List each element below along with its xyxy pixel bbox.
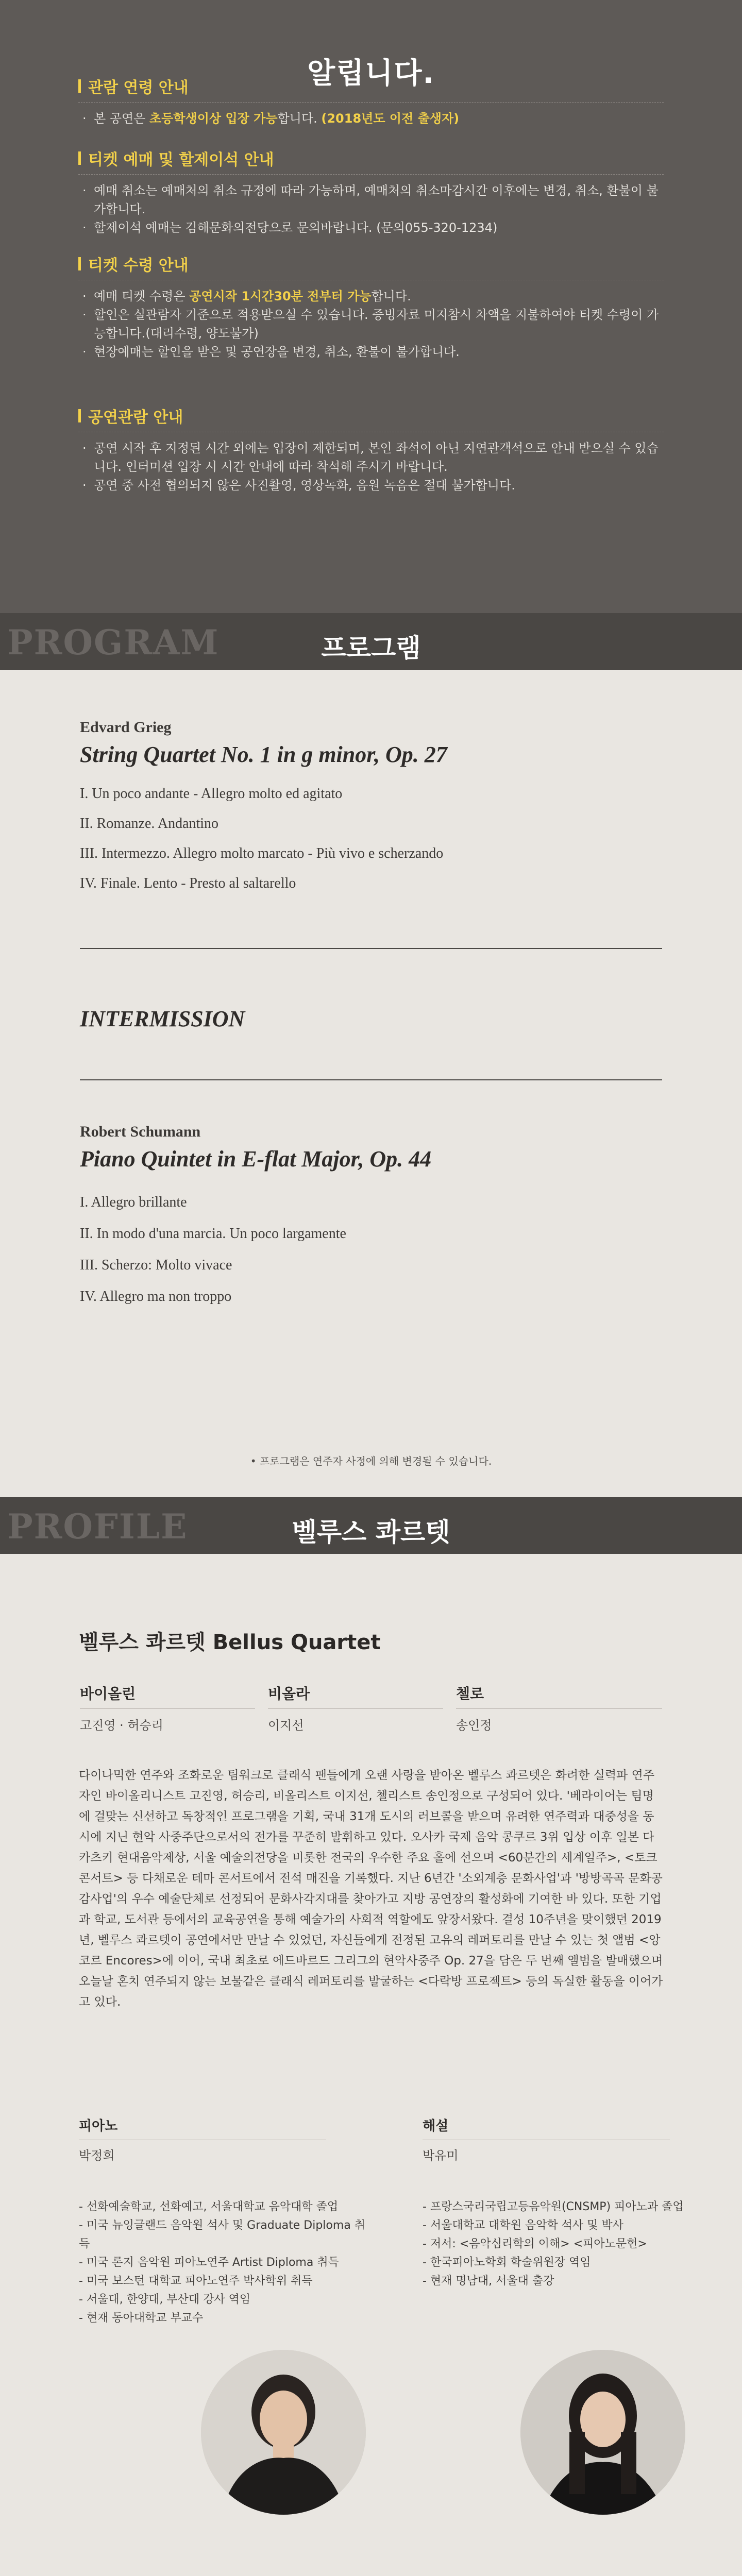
notice-block-lines xyxy=(82,439,664,495)
movement-item: I. Un poco andante - Allegro molto ed agitato xyxy=(80,786,343,802)
notice-line-text xyxy=(94,218,664,237)
notice-block-divider xyxy=(78,102,664,103)
bullet: · xyxy=(82,308,87,322)
bullet: · xyxy=(82,345,87,359)
notice-block-heading: 티켓 예매 및 할제이석 안내 xyxy=(88,151,274,169)
notice-line xyxy=(82,109,664,128)
notice-line-text xyxy=(94,181,664,218)
notice-block-heading: 티켓 수령 안내 xyxy=(88,257,189,275)
profile-band-title: 벨루스 콰르텟 xyxy=(292,1517,450,1547)
artist-name: 박정희 xyxy=(79,2148,115,2163)
notice-block-lines xyxy=(82,287,664,361)
movement-item: II. In modo d'una marcia. Un poco largamente xyxy=(80,1226,346,1242)
artist-commentator-career xyxy=(423,2198,711,2291)
piece-grieg xyxy=(80,719,662,914)
quartet-members xyxy=(80,1683,662,1744)
artist-pianist xyxy=(79,2115,326,2163)
composer-name: Robert Schumann xyxy=(80,1123,201,1140)
composer-name: Edvard Grieg xyxy=(80,719,172,736)
notice-blocks xyxy=(78,77,664,592)
notice-line-text xyxy=(94,343,664,361)
member-name: 고진영 · 허승리 xyxy=(80,1718,163,1733)
notice-block-head xyxy=(78,149,664,167)
notice-section xyxy=(0,0,742,613)
highlight-text: 초등학생이상 입장 가능 xyxy=(149,111,278,126)
notice-block-heading: 관람 연령 안내 xyxy=(88,79,189,97)
member-violin xyxy=(80,1683,255,1733)
program-divider xyxy=(80,948,662,949)
movement-item: IV. Finale. Lento - Presto al saltarello xyxy=(80,875,296,891)
program-section xyxy=(0,670,742,1497)
quartet-title: 벨루스 콰르텟 Bellus Quartet xyxy=(79,1631,381,1654)
heading-marker xyxy=(78,257,81,270)
bullet: · xyxy=(82,183,87,198)
notice-block xyxy=(78,77,664,126)
notice-block xyxy=(78,149,664,235)
career-line: - 저서: <음악심리학의 이해> <피아노문헌> xyxy=(423,2238,647,2250)
notice-line xyxy=(82,306,664,343)
movement-item: IV. Allegro ma non troppo xyxy=(80,1289,232,1304)
profile-section xyxy=(0,1554,742,2576)
movement-item: III. Intermezzo. Allegro molto marcato - Più vivo e scherzando xyxy=(80,845,444,861)
movement-item: III. Scherzo: Molto vivace xyxy=(80,1257,232,1273)
member-name: 송인정 xyxy=(456,1718,492,1733)
plain-text: 할인은 실관람자 기준으로 적용받으실 수 있습니다. 증빙자료 미지참시 차액을 지불하여야 티켓 수령이 가능합니다.(대리수령, 양도불가) xyxy=(94,308,659,341)
plain-text: 할제이석 예매는 김해문화의전당으로 문의바랍니다. (문의055-320-1234) xyxy=(94,221,498,235)
career-line: - 서울대학교 대학원 음악학 석사 및 박사 xyxy=(423,2219,623,2232)
member-cello xyxy=(456,1683,662,1733)
plain-text: 합니다. xyxy=(277,111,322,126)
program-band xyxy=(0,613,742,670)
plain-text: 현장예매는 할인을 받은 및 공연장을 변경, 취소, 환불이 불가합니다. xyxy=(94,345,460,359)
notice-block-head xyxy=(78,77,664,95)
member-divider xyxy=(456,1708,662,1709)
intermission-label: INTERMISSION xyxy=(80,1006,245,1031)
program-band-english: PROGRAM xyxy=(7,622,220,663)
artist-role: 해설 xyxy=(423,2119,449,2134)
notice-line xyxy=(82,439,664,476)
career-line: - 미국 뉴잉글랜드 음악원 석사 및 Graduate Diploma 취득 xyxy=(79,2219,366,2250)
artist-pianist-career xyxy=(79,2198,367,2328)
bullet: · xyxy=(82,221,87,235)
member-divider xyxy=(268,1708,443,1709)
commentator-photo xyxy=(520,2350,685,2515)
notice-line xyxy=(82,287,664,306)
work-title: String Quartet No. 1 in g minor, Op. 27 xyxy=(80,742,447,767)
work-title: Piano Quintet in E-flat Major, Op. 44 xyxy=(80,1146,432,1172)
plain-text: 합니다. xyxy=(371,289,411,303)
career-line: - 현재 명남대, 서울대 출강 xyxy=(423,2275,554,2287)
notice-block-lines xyxy=(82,181,664,237)
program-note: • 프로그램은 연주자 사정에 의해 변경될 수 있습니다. xyxy=(250,1455,492,1467)
plain-text: 공연 시작 후 지정된 시간 외에는 입장이 제한되며, 본인 좌석이 아닌 지연관객석으로 안내 받으실 수 있습니다. 인터미션 입장 시 시간 안내에 따라 착석해 주시기 바랍니다. xyxy=(94,441,659,474)
artist-commentator xyxy=(423,2115,670,2163)
movement-item: II. Romanze. Andantino xyxy=(80,816,219,832)
career-line: - 현재 동아대학교 부교수 xyxy=(79,2312,204,2325)
highlight-text: (2018년도 이전 출생자) xyxy=(321,111,460,126)
member-divider xyxy=(80,1708,255,1709)
heading-marker xyxy=(78,409,81,422)
member-name: 이지선 xyxy=(268,1718,304,1733)
notice-block-lines xyxy=(82,109,664,128)
profile-band-english: PROFILE xyxy=(7,1506,188,1547)
notice-line xyxy=(82,181,664,218)
notice-line-text xyxy=(94,306,664,343)
artist-name: 박유미 xyxy=(423,2148,459,2163)
notice-line xyxy=(82,476,664,495)
bullet: · xyxy=(82,441,87,455)
notice-block-head xyxy=(78,407,664,425)
notice-line-text xyxy=(94,287,664,306)
notice-title: 알립니다. xyxy=(307,57,435,90)
member-role: 바이올린 xyxy=(80,1685,136,1702)
plain-text: 공연 중 사전 협의되지 않은 사진촬영, 영상녹화, 음원 녹음은 절대 불가합니다. xyxy=(94,478,515,493)
notice-block xyxy=(78,255,664,359)
plain-text: 예매 티켓 수령은 xyxy=(94,289,190,303)
notice-block-head xyxy=(78,255,664,273)
highlight-text: 공연시작 1시간30분 전부터 가능 xyxy=(189,289,372,303)
plain-text: 본 공연은 xyxy=(94,111,149,126)
bullet: · xyxy=(82,289,87,303)
career-line: - 미국 론지 음악원 피아노연주 Artist Diploma 취득 xyxy=(79,2256,339,2269)
heading-marker xyxy=(78,151,81,165)
plain-text: 예매 취소는 예매처의 취소 규정에 따라 가능하며, 예매처의 취소마감시간 이후에는 변경, 취소, 환불이 불가합니다. xyxy=(94,183,659,216)
profile-band xyxy=(0,1497,742,1554)
notice-line xyxy=(82,218,664,237)
notice-block xyxy=(78,407,664,493)
notice-block-heading: 공연관람 안내 xyxy=(88,409,183,427)
bullet: · xyxy=(82,478,87,493)
career-line: - 미국 보스턴 대학교 피아노연주 박사학위 취득 xyxy=(79,2275,313,2287)
member-role: 첼로 xyxy=(456,1685,484,1702)
member-role: 비올라 xyxy=(268,1685,310,1702)
career-line: - 한국피아노학회 학술위원장 역임 xyxy=(423,2256,591,2269)
movement-item: I. Allegro brillante xyxy=(80,1194,187,1210)
notice-line-text xyxy=(94,476,664,495)
program-band-title: 프로그램 xyxy=(321,633,421,663)
quartet-biography: 다이나믹한 연주와 조화로운 팀워크로 클래식 팬들에게 오랜 사랑을 받아온 벨루스 콰르텟은 화려한 실력파 연주자인 바이올리니스트 고진영, 허승리, 비올리스트 이지선, 첼리스트 송인정으로 구성되어 있다. '베라이어는 팀명에 걸맞는 신선하고 독창적인 프로그램을 기획, 국내 31개 도시의 러브콜을 받으며 유려한 연주력과 대중성을 동시에 지닌 현악 사중주단으로서의 전가를 꾸준히 발휘하고 있다. 오사카 국제 음악 콩쿠르 3위 입상 이후 일본 다카츠키 현대음악제상, 서울 예술의전당을 비롯한 전국의 우수한 주요 홀에 선으며 <60분간의 세계일주>, <토크콘서트> 등 다채로운 테마 콘서트에서 전석 매진을 기록했다. 지난 6년간 '소외계층 문화사업'과 '방방곡곡 문화공감사업'의 우수 예술단체로 선정되어 문화사각지대를 찾아가고 지방 공연장의 활성화에 기여한 바 있다. 또한 기업과 학교, 도서관 등에서의 교육공연을 통해 예술가의 사회적 역할에도 앞장서왔다. 결성 10주년을 맞이했던 2019년, 벨루스 콰르텟이 공연에서만 만날 수 있었던, 자신들에게 전정된 고유의 레퍼토리를 만날 수 있는 첫 앨범 <앙코르 Encores>에 이어, 국내 최초로 에드바르드 그리그의 현악사중주 Op. 27을 담은 두 번째 앨범을 발매했으며 오늘날 혼치 연주되지 않는 보물같은 클래식 레퍼토리를 발굴하는 <다락방 프로젝트> 등의 독실한 활동을 이어가고 있다. xyxy=(79,1769,663,2009)
notice-line-text xyxy=(94,439,664,476)
career-line: - 서울대, 한양대, 부산대 강사 역임 xyxy=(79,2293,251,2306)
heading-marker xyxy=(78,79,81,93)
bullet: · xyxy=(82,111,87,126)
notice-block-divider xyxy=(78,174,664,175)
notice-line xyxy=(82,343,664,361)
career-line: - 프랑스국리국립고등음악원(CNSMP) 피아노과 졸업 xyxy=(423,2200,684,2213)
pianist-photo xyxy=(201,2350,366,2515)
member-viola xyxy=(268,1683,443,1733)
piece-schumann xyxy=(80,1123,662,1340)
notice-line-text xyxy=(94,109,664,128)
artist-role: 피아노 xyxy=(79,2119,118,2134)
program-divider xyxy=(80,1079,662,1080)
career-line: - 선화예술학교, 선화예고, 서울대학교 음악대학 졸업 xyxy=(79,2200,339,2213)
